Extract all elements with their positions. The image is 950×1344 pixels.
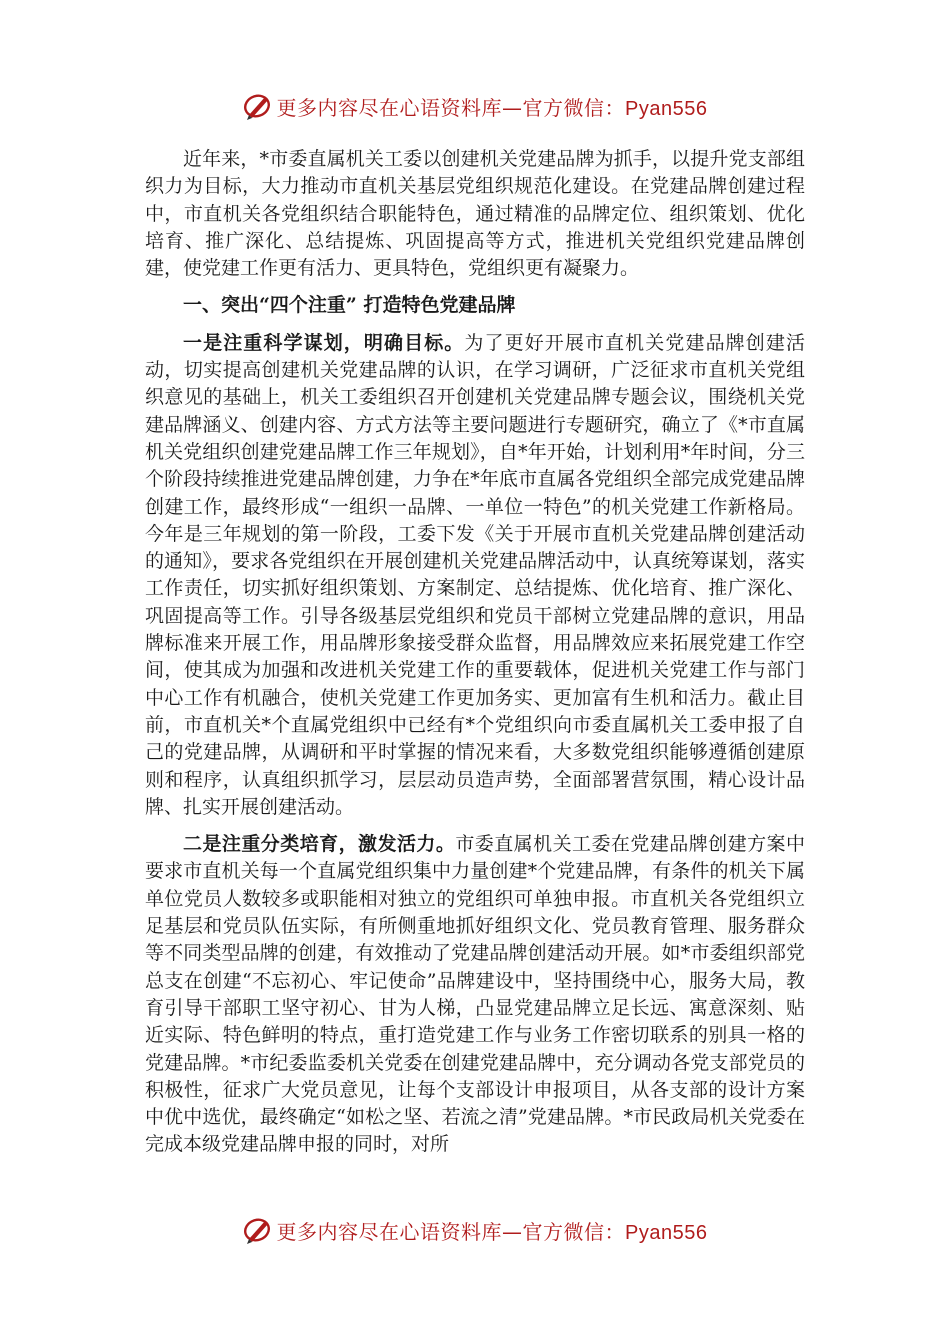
- header-banner: [0, 86, 950, 126]
- footer-banner: [0, 1210, 950, 1250]
- paragraph-2: [145, 831, 805, 1159]
- paragraph-2-lead: 二是注重分类培育，激发活力。: [183, 833, 456, 856]
- paragraph-2-body: 市委直属机关工委在党建品牌创建方案中要求市直机关每一个直属党组织集中力量创建*个党建品牌，有条件的机关下属单位党员人数较多或职能相对独立的党组织可单独申报。市直机关各党组织立足基层和党员队伍实际，有所侧重地抓好组织文化、党员教育管理、服务群众等不同类型品牌的创建，有效推动了党建品牌创建活动开展。如*市委组织部党总支在创建“不忘初心、牢记使命”品牌建设中，坚持围绕中心，服务大局，教育引导干部职工坚守初心、甘为人梯，凸显党建品牌立足长远、寓意深刻、贴近实际、特色鲜明的特点，重打造党建工作与业务工作密切联系的别具一格的党建品牌。*市纪委监委机关党委在创建党建品牌中，充分调动各党支部党员的积极性，征求广大党员意见，让每个支部设计申报项目，从各支部的设计方案中优中选优，最终确定“如松之坚、若流之清”党建品牌。*市民政局机关党委在完成本级党建品牌申报的同时，对所: [145, 833, 805, 1156]
- banner-text: 更多内容尽在心语资料库—官方微信：Pyan556: [276, 95, 708, 120]
- pen-swirl-logo-icon: [243, 91, 273, 121]
- pen-swirl-logo-icon: [243, 1215, 273, 1245]
- paragraph-1-body: 为了更好开展市直机关党建品牌创建活动，切实提高创建机关党建品牌的认识，在学习调研，广泛征求市直机关党组织意见的基础上，机关工委组织召开创建机关党建品牌专题会议，围绕机关党建品牌涵义、创建内容、方式方法等主要问题进行专题研究，确立了《*市直属机关党组织创建党建品牌工作三年规划》，自*年开始，计划利用*年时间，分三个阶段持续推进党建品牌创建，力争在*年底市直属各党组织全部完成党建品牌创建工作，最终形成“一组织一品牌、一单位一特色”的机关党建工作新格局。今年是三年规划的第一阶段，工委下发《关于开展市直机关党建品牌创建活动的通知》，要求各党组织在开展创建机关党建品牌活动中，认真统筹谋划，落实工作责任，切实抓好组织策划、方案制定、总结提炼、优化培育、推广深化、巩固提高等工作。引导各级基层党组织和党员干部树立党建品牌的意识，用品牌标准来开展工作，用品牌形象接受群众监督，用品牌效应来拓展党建工作空间，使其成为加强和改进机关党建工作的重要载体，促进机关党建工作与部门中心工作有机融合，使机关党建工作更加务实、更加富有生机和活力。截止目前，市直机关*个直属党组织中已经有*个党组织向市委直属机关工委申报了自己的党建品牌，从调研和平时掌握的情况来看，大多数党组织能够遵循创建原则和程序，认真组织抓学习，层层动员造声势，全面部署营氛围，精心设计品牌、扎实开展创建活动。: [145, 331, 805, 818]
- paragraph-1: [145, 330, 805, 821]
- section-heading: 一、突出“四个注重” 打造特色党建品牌: [183, 294, 516, 317]
- banner-text: 更多内容尽在心语资料库—官方微信：Pyan556: [276, 1219, 708, 1244]
- paragraph-1-lead: 一是注重科学谋划，明确目标。: [183, 331, 465, 354]
- document-body: [145, 146, 805, 1169]
- intro-paragraph: 近年来，*市委直属机关工委以创建机关党建品牌为抓手，以提升党支部组织力为目标，大力推动市直机关基层党组织规范化建设。在党建品牌创建过程中，市直机关各党组织结合职能特色，通过精准的品牌定位、组织策划、优化培育、推广深化、总结提炼、巩固提高等方式，推进机关党组织党建品牌创建，使党建工作更有活力、更具特色，党组织更有凝聚力。: [145, 148, 805, 280]
